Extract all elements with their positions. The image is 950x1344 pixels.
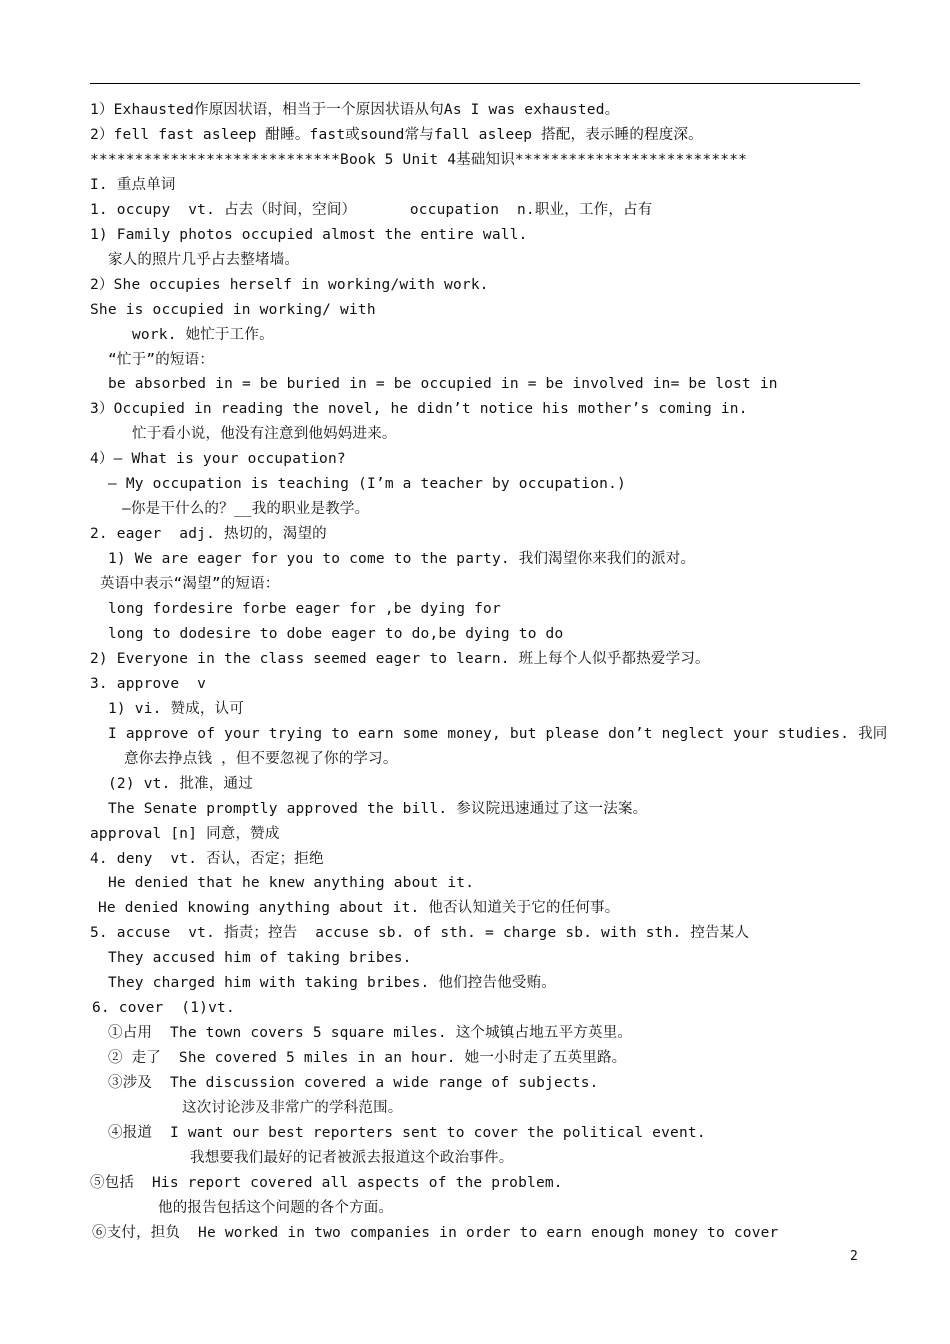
- text-line: 意你去挣点钱 ，但不要忽视了你的学习。: [124, 750, 398, 767]
- text-line: — My occupation is teaching (I’m a teacher by occupation.): [108, 476, 626, 493]
- text-line: approval [n] 同意，赞成: [90, 825, 280, 842]
- text-line: I. 重点单词: [90, 176, 176, 193]
- text-line: 1）Exhausted作原因状语，相当于一个原因状语从句As I was exhausted。: [90, 102, 620, 118]
- text-line: I approve of your trying to earn some money, but please don’t neglect your studies. 我同: [108, 725, 888, 742]
- text-line: The Senate promptly approved the bill. 参议院迅速通过了这一法案。: [108, 800, 648, 817]
- text-line: 家人的照片几乎占去整堵墙。: [108, 251, 300, 268]
- text-line: 我想要我们最好的记者被派去报道这个政治事件。: [190, 1149, 514, 1166]
- text-line: 5. accuse vt. 指责；控告 accuse sb. of sth. = charge sb. with sth. 控告某人: [90, 925, 750, 942]
- text-line: He denied that he knew anything about it.: [108, 875, 475, 892]
- text-line: long to dodesire to dobe eager to do,be dying to do: [108, 625, 564, 642]
- text-line: 1) vi. 赞成，认可: [108, 700, 245, 717]
- text-line: 忙于看小说，他没有注意到他妈妈进来。: [132, 426, 397, 443]
- text-line: 4. deny vt. 否认，否定；拒绝: [90, 850, 324, 867]
- text-line: 他的报告包括这个问题的各个方面。: [158, 1199, 394, 1216]
- text-line: long fordesire forbe eager for ,be dying for: [108, 601, 501, 617]
- text-line: work. 她忙于工作。: [132, 326, 274, 343]
- top-rule: [90, 83, 860, 84]
- text-line: 3. approve v: [90, 675, 207, 692]
- text-line: ****************************Book 5 Unit 4基础知识**************************: [90, 151, 748, 168]
- text-line: 1) We are eager for you to come to the party. 我们渴望你来我们的派对。: [108, 551, 696, 568]
- text-line: 2. eager adj. 热切的，渴望的: [90, 526, 327, 543]
- text-line: 1. occupy vt. 占去（时间，空间） occupation n.职业，工作，占有: [90, 201, 653, 218]
- text-line: —你是干什么的？__我的职业是教学。: [122, 501, 370, 518]
- text-line: 2）She occupies herself in working/with work.: [90, 276, 489, 293]
- text-line: They charged him with taking bribes. 他们控告他受贿。: [108, 975, 556, 992]
- text-line: She is occupied in working/ with: [90, 301, 376, 318]
- text-line: They accused him of taking bribes.: [108, 950, 412, 967]
- text-line: 2）fell fast asleep 酣睡。fast或sound常与fall asleep 搭配，表示睡的程度深。: [90, 126, 703, 143]
- page-number: 2: [850, 1249, 858, 1264]
- text-line: “忙于”的短语：: [108, 351, 215, 368]
- text-line: ③涉及 The discussion covered a wide range of subjects.: [108, 1075, 599, 1092]
- text-line: ④报道 I want our best reporters sent to cover the political event.: [108, 1124, 706, 1141]
- text-line: 4）— What is your occupation?: [90, 451, 346, 468]
- text-line: 1) Family photos occupied almost the entire wall.: [90, 226, 528, 243]
- text-line: (2) vt. 批准，通过: [108, 775, 253, 792]
- text-line: 3）Occupied in reading the novel, he didn’t notice his mother’s coming in.: [90, 401, 748, 418]
- text-line: ①占用 The town covers 5 square miles. 这个城镇占地五平方英里。: [108, 1025, 633, 1042]
- text-line: ⑥支付，担负 He worked in two companies in order to earn enough money to cover: [92, 1224, 779, 1241]
- text-line: 2) Everyone in the class seemed eager to learn. 班上每个人似乎都热爱学习。: [90, 650, 710, 667]
- text-line: He denied knowing anything about it. 他否认知道关于它的任何事。: [98, 900, 620, 917]
- text-line: be absorbed in = be buried in = be occupied in = be involved in= be lost in: [108, 376, 778, 393]
- text-line: ⑤包括 His report covered all aspects of the problem.: [90, 1174, 563, 1191]
- text-line: 这次讨论涉及非常广的学科范围。: [182, 1100, 403, 1116]
- text-line: 6. cover (1)vt.: [92, 1000, 235, 1017]
- text-line: 英语中表示“渴望”的短语：: [100, 576, 280, 593]
- text-line: ② 走了 She covered 5 miles in an hour. 她一小时走了五英里路。: [108, 1050, 627, 1067]
